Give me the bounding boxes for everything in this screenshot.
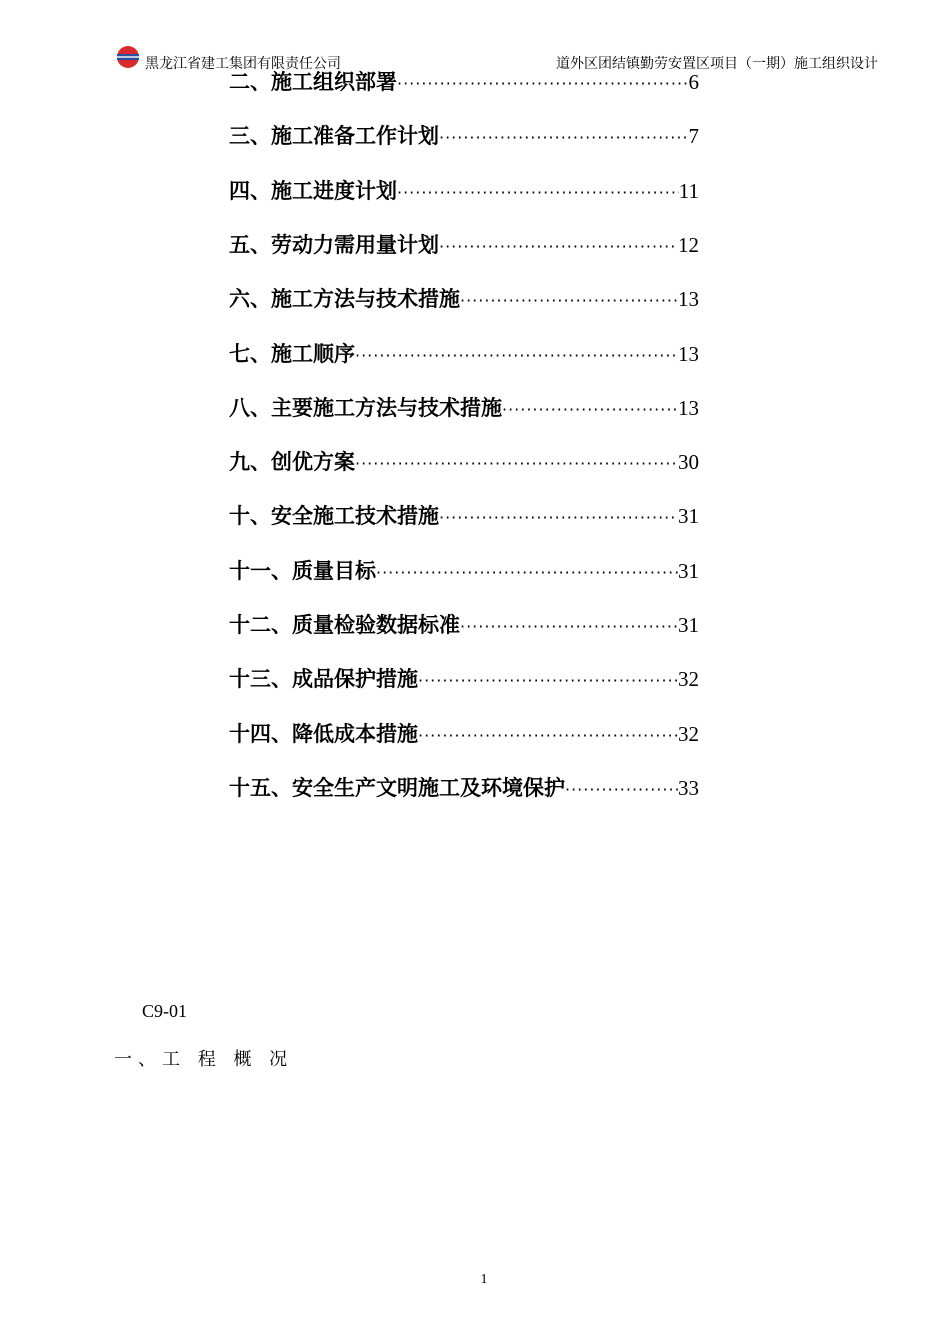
toc-entry[interactable] bbox=[229, 392, 699, 426]
toc-entry-title: 十二、质量检验数据标准 bbox=[229, 612, 460, 637]
toc-entry-page: 13 bbox=[678, 342, 699, 366]
toc-entry-page: 13 bbox=[678, 287, 699, 311]
toc-entry-title: 六、施工方法与技术措施 bbox=[229, 286, 460, 311]
toc-dot-leader bbox=[460, 291, 678, 310]
company-name: 黑龙江省建工集团有限责任公司 bbox=[145, 56, 341, 72]
toc-entry[interactable] bbox=[229, 283, 699, 317]
toc-entry[interactable] bbox=[229, 66, 699, 100]
toc-entry-page: 32 bbox=[678, 722, 699, 746]
toc-entry-title: 九、创优方案 bbox=[229, 449, 355, 474]
toc-dot-leader bbox=[502, 400, 678, 419]
toc-entry-title: 四、施工进度计划 bbox=[229, 178, 397, 203]
toc-entry-page: 33 bbox=[678, 776, 699, 800]
toc-entry[interactable] bbox=[229, 609, 699, 643]
toc-entry-title: 八、主要施工方法与技术措施 bbox=[229, 395, 502, 420]
toc-entry-page: 31 bbox=[678, 613, 699, 637]
project-title: 道外区团结镇勤劳安置区项目（一期）施工组织设计 bbox=[556, 56, 878, 72]
page-number: 1 bbox=[480, 1272, 488, 1287]
toc-entry-page: 13 bbox=[678, 396, 699, 420]
toc-dot-leader bbox=[439, 237, 678, 256]
toc-entry-title: 十一、质量目标 bbox=[229, 558, 376, 583]
toc-dot-leader bbox=[355, 346, 678, 365]
toc-entry[interactable] bbox=[229, 718, 699, 752]
toc-dot-leader bbox=[460, 617, 678, 636]
toc-entry-page: 32 bbox=[678, 667, 699, 691]
toc-entry[interactable] bbox=[229, 555, 699, 589]
toc-entry-title: 七、施工顺序 bbox=[229, 341, 355, 366]
toc-entry-title: 三、施工准备工作计划 bbox=[229, 123, 439, 148]
toc-entry[interactable] bbox=[229, 229, 699, 263]
section-heading: 一、工 程 概 况 bbox=[114, 1049, 294, 1070]
toc-entry-title: 十、安全施工技术措施 bbox=[229, 503, 439, 528]
toc-entry-page: 30 bbox=[678, 450, 699, 474]
company-logo bbox=[116, 45, 140, 69]
toc-entry-title: 十三、成品保护措施 bbox=[229, 666, 418, 691]
toc-entry-title: 二、施工组织部署 bbox=[229, 69, 397, 94]
toc-entry-title: 十五、安全生产文明施工及环境保护 bbox=[229, 775, 565, 800]
toc-entry-page: 6 bbox=[688, 70, 699, 94]
toc-dot-leader bbox=[439, 128, 689, 147]
toc-entry[interactable] bbox=[229, 500, 699, 534]
toc-dot-leader bbox=[376, 563, 678, 582]
toc-entry[interactable] bbox=[229, 772, 699, 806]
toc-dot-leader bbox=[439, 508, 678, 527]
document-code: C9-01 bbox=[142, 1001, 187, 1021]
toc-entry[interactable] bbox=[229, 338, 699, 372]
toc-entry-page: 31 bbox=[678, 504, 699, 528]
toc-entry-page: 7 bbox=[688, 124, 699, 148]
toc-entry-page: 11 bbox=[678, 179, 699, 203]
toc-entry-page: 31 bbox=[678, 559, 699, 583]
toc-dot-leader bbox=[355, 454, 678, 473]
toc-dot-leader bbox=[397, 183, 679, 202]
toc-entry-title: 五、劳动力需用量计划 bbox=[229, 232, 439, 257]
toc-entry-page: 12 bbox=[678, 233, 699, 257]
toc-entry[interactable] bbox=[229, 175, 699, 209]
toc-dot-leader bbox=[565, 780, 678, 799]
toc-dot-leader bbox=[418, 726, 678, 745]
toc-dot-leader bbox=[418, 671, 678, 690]
toc-dot-leader bbox=[397, 74, 689, 93]
toc-entry[interactable] bbox=[229, 120, 699, 154]
toc-entry-title: 十四、降低成本措施 bbox=[229, 721, 418, 746]
toc-entry[interactable] bbox=[229, 446, 699, 480]
toc-entry[interactable] bbox=[229, 663, 699, 697]
